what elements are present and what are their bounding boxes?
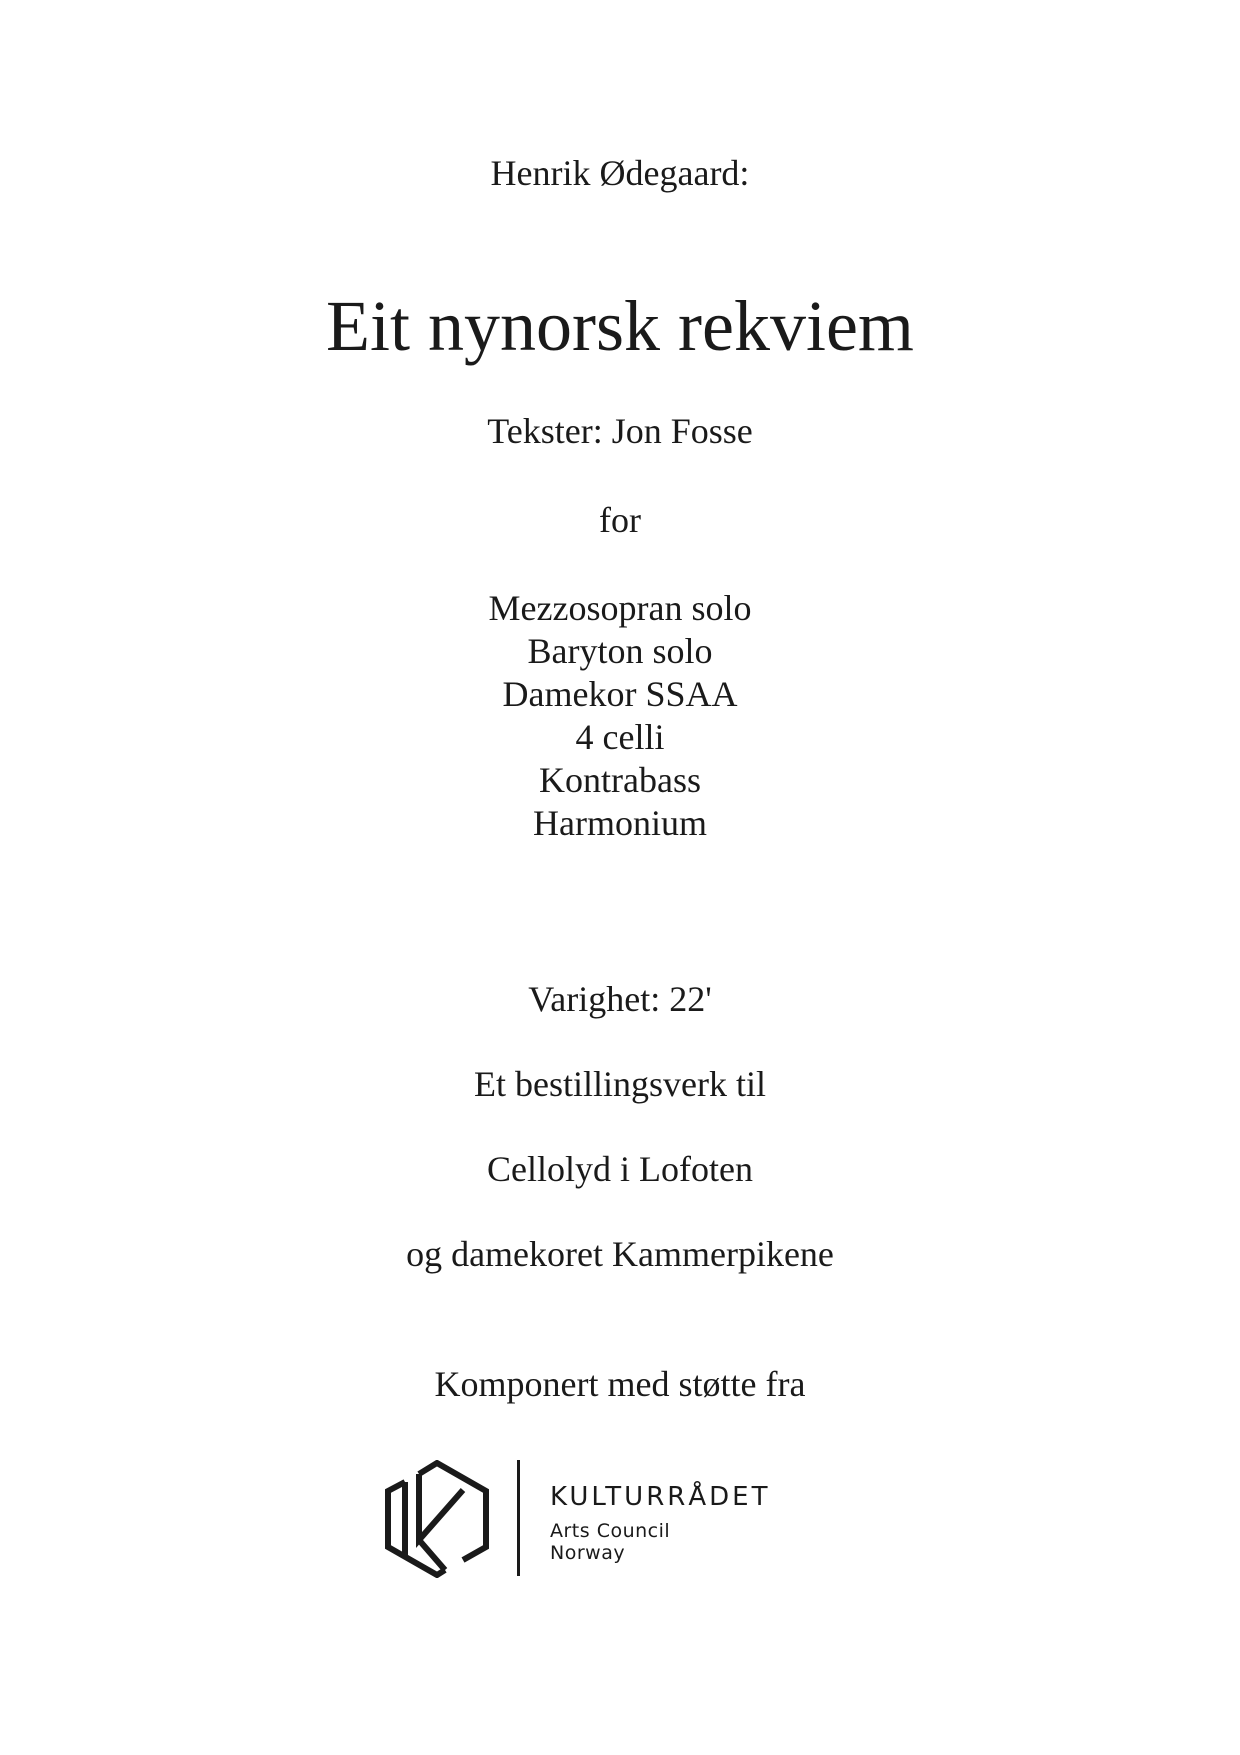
instrument-item: Harmonium: [533, 803, 707, 843]
texts-credit: Tekster: Jon Fosse: [487, 411, 753, 451]
work-title: Eit nynorsk rekviem: [326, 286, 914, 366]
instrument-item: 4 celli: [575, 717, 665, 757]
logo-name: KULTURRÅDET: [550, 1482, 771, 1512]
kulturradet-k-hexagon-icon: [385, 1460, 489, 1578]
composer-name: Henrik Ødegaard:: [490, 153, 750, 193]
kulturradet-logo: [385, 1460, 785, 1578]
logo-text: [550, 1482, 770, 1564]
for-label: for: [599, 500, 641, 540]
logo-subtitle-line2: Norway: [550, 1542, 626, 1564]
logo-subtitle-line1: Arts Council: [550, 1520, 671, 1542]
instrument-item: Baryton solo: [527, 631, 713, 671]
logo-divider: [517, 1460, 520, 1576]
support-label: Komponert med støtte fra: [434, 1364, 806, 1404]
instrument-item: Kontrabass: [539, 760, 701, 800]
instrument-item: Damekor SSAA: [502, 674, 738, 714]
commissioner-choir: og damekoret Kammerpikene: [406, 1234, 834, 1274]
commissioner-cellolyd: Cellolyd i Lofoten: [487, 1149, 753, 1189]
instrument-item: Mezzosopran solo: [488, 588, 752, 628]
commission-label: Et bestillingsverk til: [474, 1064, 766, 1104]
instrumentation-list: [0, 587, 1240, 845]
duration: Varighet: 22': [528, 979, 712, 1019]
